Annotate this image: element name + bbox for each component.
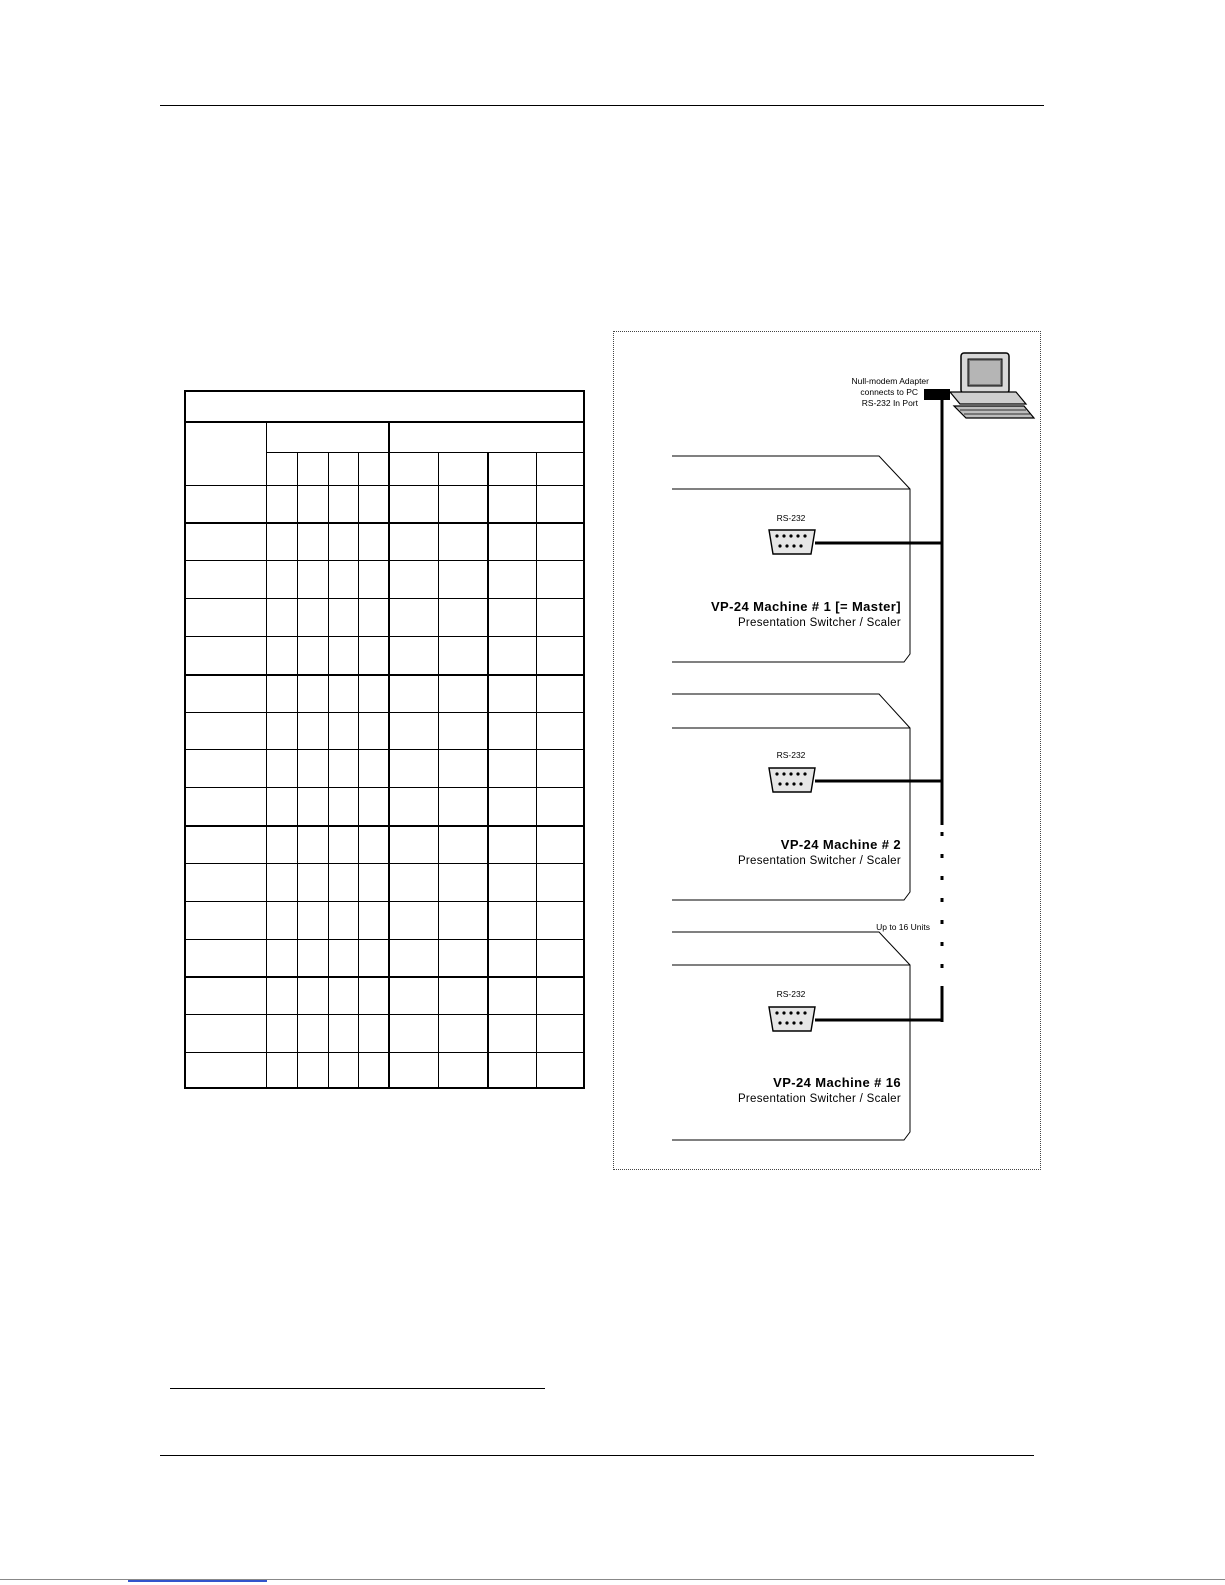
table-column-divider [487, 452, 489, 1087]
table-column-divider [266, 421, 267, 1087]
port-label: RS-232 [776, 989, 806, 999]
table-column-divider [388, 421, 390, 1087]
table-row-divider [186, 674, 583, 676]
table-row-divider [186, 901, 583, 902]
range-note: Up to 16 Units [876, 922, 930, 932]
table-row-divider [186, 863, 583, 864]
db9-connector-icon [769, 1007, 815, 1031]
port-label: RS-232 [776, 513, 806, 523]
machine-2 [672, 694, 942, 900]
adapter-note-line1: Null-modem Adapter [851, 376, 929, 386]
machine-subtitle: Presentation Switcher / Scaler [737, 1093, 901, 1105]
table-column-divider [358, 452, 359, 1087]
table-row-divider [186, 712, 583, 713]
adapter-note-line3: RS-232 In Port [861, 398, 918, 408]
table-row-divider [186, 976, 583, 978]
dip-switch-table [184, 390, 585, 1089]
machine-title: VP-24 Machine # 2 [780, 837, 901, 852]
machine-subtitle: Presentation Switcher / Scaler [737, 855, 901, 867]
machine-subtitle: Presentation Switcher / Scaler [737, 617, 901, 629]
computer-icon [950, 353, 1034, 418]
page-link[interactable] [128, 1580, 267, 1582]
rs232-daisy-chain-diagram [613, 331, 1041, 1170]
table-row-divider [186, 787, 583, 788]
table-row-divider [186, 522, 583, 524]
table-row-divider [186, 598, 583, 599]
table-row-divider [186, 825, 583, 827]
footer-rule [160, 1455, 1034, 1456]
header-rule [160, 105, 1044, 106]
machine-title: VP-24 Machine # 16 [773, 1075, 901, 1090]
machine-1 [672, 456, 942, 662]
table-title-divider [186, 421, 583, 423]
table-row-divider [186, 1014, 583, 1015]
footnote-rule [170, 1388, 545, 1389]
table-row-divider [186, 560, 583, 561]
db9-connector-icon [769, 768, 815, 792]
db9-connector-icon [769, 530, 815, 554]
table-row-divider [186, 939, 583, 940]
machine-title: VP-24 Machine # 1 [= Master] [710, 599, 901, 614]
null-modem-adapter [924, 389, 950, 400]
adapter-note-line2: connects to PC [860, 387, 918, 397]
table-header-divider [186, 485, 583, 486]
table-row-divider [186, 749, 583, 750]
table-row-divider [186, 1052, 583, 1053]
table-column-divider [297, 452, 298, 1087]
port-label: RS-232 [776, 750, 806, 760]
table-column-divider [536, 452, 537, 1087]
table-column-divider [328, 452, 329, 1087]
machine-16 [672, 932, 942, 1140]
table-column-divider [438, 452, 439, 1087]
table-row-divider [186, 636, 583, 637]
